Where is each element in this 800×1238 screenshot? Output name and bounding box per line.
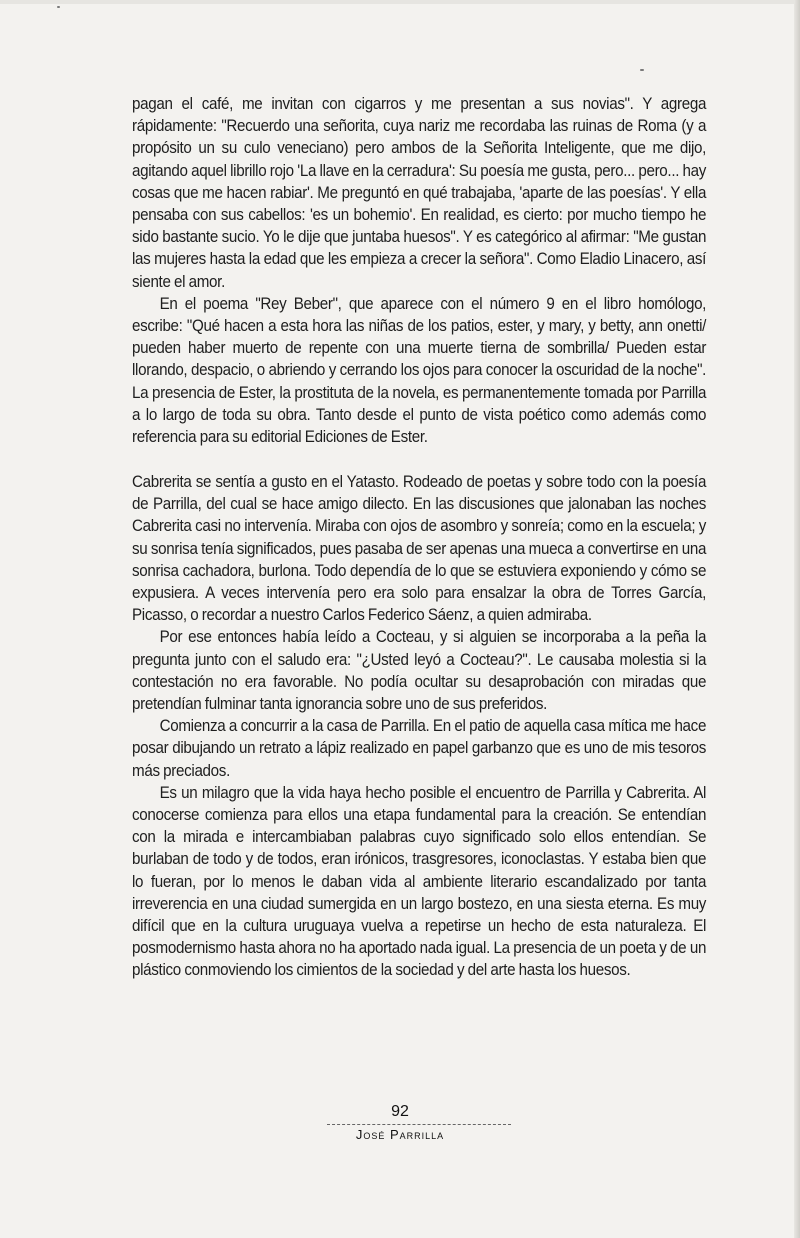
scan-speck <box>640 69 644 71</box>
body-paragraph: Comienza a concurrir a la casa de Parrilla. En el patio de aquella casa mítica me hace posar dibujando un retrato a lápiz realizado en papel garbanzo que es uno de mis tesoros más preciados. <box>132 717 707 780</box>
body-paragraph: Por ese entonces había leído a Cocteau, y si alguien se incorporaba a la peña la pregunta junto con el saludo era: "¿Usted leyó a Cocteau?". Le causaba molestia si la contestación no era favorable. No podía ocultar su desaprobación con miradas que pretendían fulminar tanta ignorancia sobre uno de sus preferidos. <box>132 628 707 714</box>
body-paragraph: Cabrerita se sentía a gusto en el Yatasto. Rodeado de poetas y sobre todo con la poesía de Parrilla, del cual se hace amigo dilecto. En las discusiones que jalonaban las noches Cabrerita casi no intervenía. Miraba con ojos de asombro y sonreía; como en la escuela; y su sonrisa tenía significados, pues pasaba de ser apenas una mueca a convertirse en una sonrisa cachadora, burlona. Todo dependía de lo que se estuviera exponiendo y cómo se expusiera. A veces intervenía pero era solo para ensalzar la obra de Torres García, Picasso, o recordar a nuestro Carlos Federico Sáenz, a quien admiraba. <box>132 473 707 625</box>
page-right-edge <box>794 0 800 1238</box>
scan-speck <box>57 6 60 8</box>
body-text-section-2 <box>132 471 706 982</box>
body-paragraph: pagan el café, me invitan con cigarros y me presentan a sus novias". Y agrega rápidamente: "Recuerdo una señorita, cuya nariz me recordaba las ruinas de Roma (y a propósito un su culo veneciano) pero ambos de la Señorita Inteligente, que me dijo, agitando aquel librillo rojo 'La llave en la cerradura': Su poesía me gusta, pero... pero... hay cosas que me hacen rabiar'. Me preguntó en qué trabajaba, 'aparte de las poesías'. Y ella pensaba con sus cabellos: 'es un bohemio'. En realidad, es cierto: por mucho tiempo he sido bastante sucio. Yo le dije que juntaba huesos". Y es categórico al afirmar: "Me gustan las mujeres hasta la edad que les empieza a crecer la señora". Como Eladio Linacero, así siente el amor. <box>132 95 707 291</box>
body-paragraph: En el poema "Rey Beber", que aparece con el número 9 en el libro homólogo, escribe: "Qué hacen a esta hora las niñas de los patios, ester, y mary, y betty, ann onetti/ pueden haber muerto de repente con una muerte tierna de sombrilla/ Pueden estar llorando, despacio, o abriendo y cerrando los ojos para conocer la oscuridad de la noche". La presencia de Ester, la prostituta de la novela, es permanentemente tomada por Parrilla a lo largo de toda su obra. Tanto desde el punto de vista poético como además como referencia para su editorial Ediciones de Ester. <box>132 294 707 447</box>
footer-divider <box>327 1124 511 1125</box>
page-top-edge <box>0 0 800 4</box>
body-text-section-1 <box>132 93 706 448</box>
running-footer-author: José Parrilla <box>355 1127 445 1142</box>
page-number: 92 <box>391 1103 409 1120</box>
body-paragraph: Es un milagro que la vida haya hecho posible el encuentro de Parrilla y Cabrerita. Al conocerse comienza para ellos una etapa fundamental para la creación. Se entendían con la mirada e intercambiaban palabras cuyo significado solo ellos entendían. Se burlaban de todo y de todos, eran irónicos, trasgresores, iconoclastas. Y estaba bien que lo fueran, por lo menos le daban vida al ambiente literario escandalizado por tanta irreverencia en una ciudad sumergida en un largo bostezo, en una siesta eterna. Es muy difícil que en la cultura uruguaya vuelva a repetirse un hecho de esta naturaleza. El posmodernismo hasta ahora no ha aportado nada igual. La presencia de un poeta y de un plástico conmoviendo los cimientos de la sociedad y del arte hasta los huesos. <box>132 783 707 980</box>
